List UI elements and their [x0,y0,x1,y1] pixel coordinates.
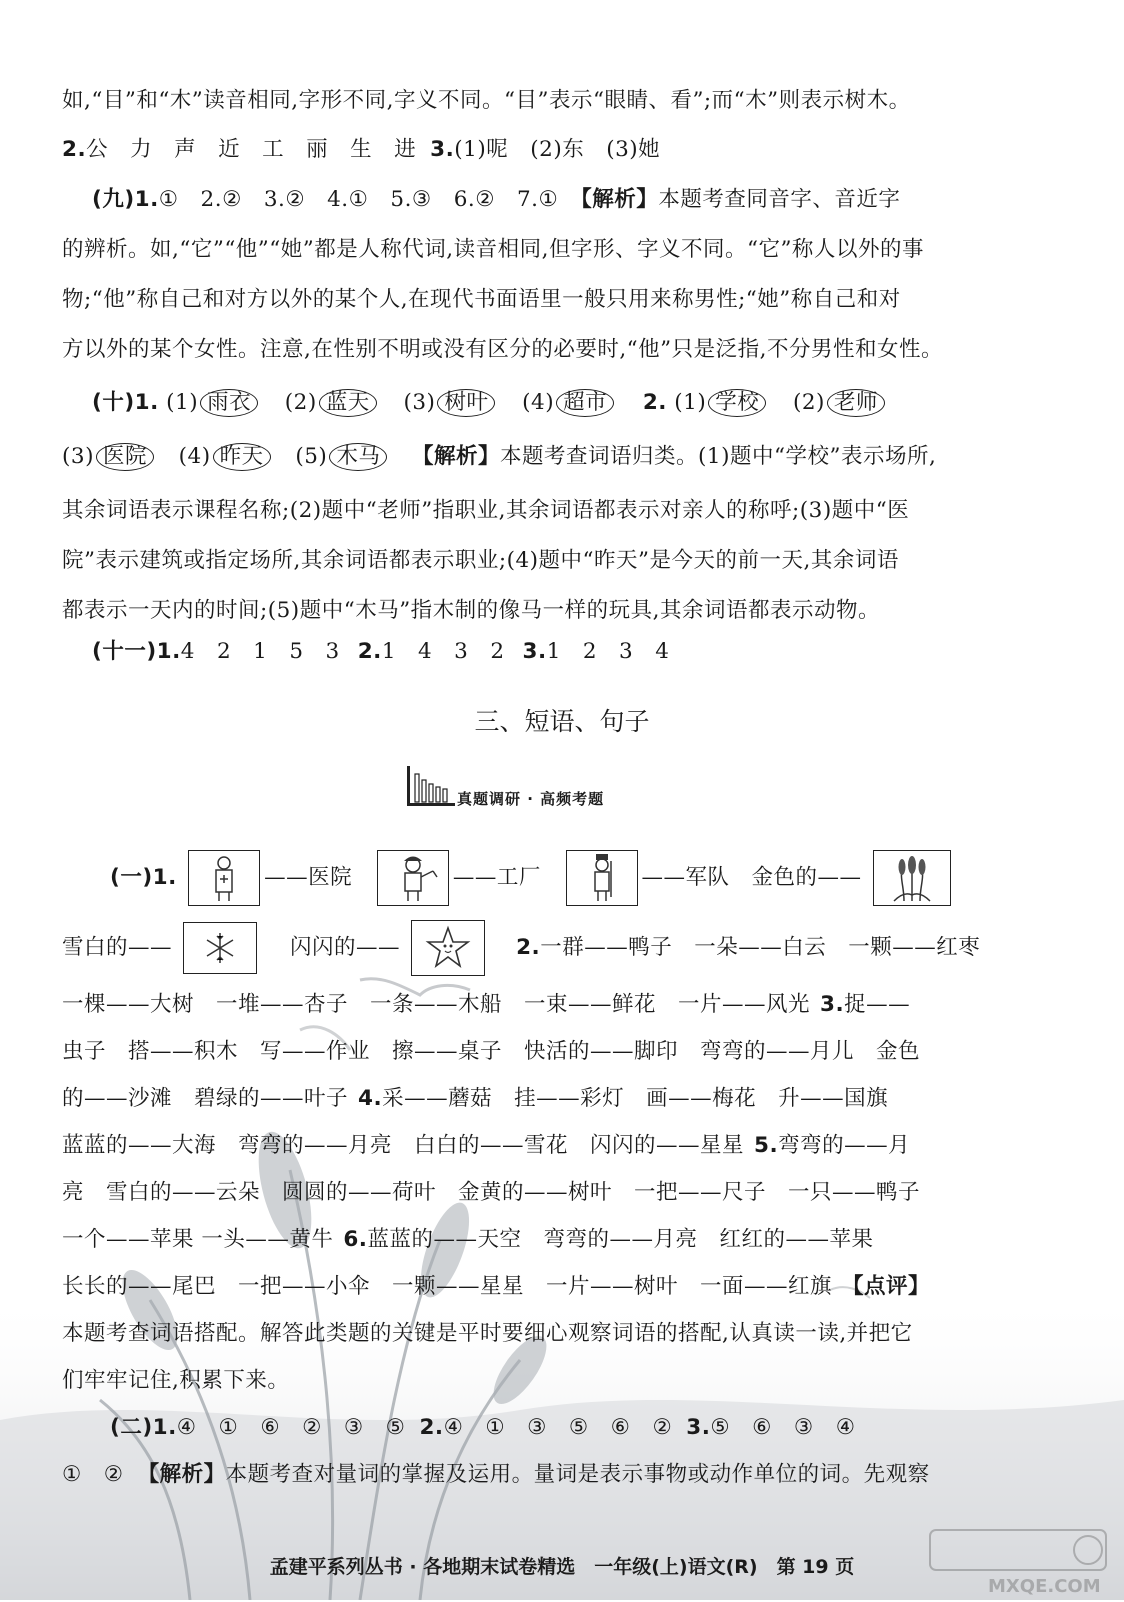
text-segment: 们牢牢记住,积累下来。 [62,1368,290,1393]
answer-text: 一个——苹果 一头——黄牛 [62,1227,334,1252]
worker-picture [377,850,449,906]
answer-text: ① 2.② 3.② 4.① 5.③ 6.② 7.① [158,187,559,212]
soldier-picture [566,850,638,906]
answer-text: 1 4 3 2 [381,639,505,664]
banner-label: 真题调研 · 高频考题 [457,790,605,808]
answer-text: ——医院 [264,865,353,890]
question-number: 3. [522,639,547,664]
text-segment: 院”表示建筑或指定场所,其余词语都表示职业;(4)题中“昨天”是今天的前一天,其余词语 [62,548,899,573]
circled-word: 学校 [708,389,766,417]
answer-line [62,86,1084,116]
circled-word: 蓝天 [319,389,377,417]
circled-word: 超市 [556,389,614,417]
section-banner [405,766,705,806]
answer-text: ④ ① ⑥ ② ③ ⑤ [176,1415,406,1440]
answer-text: 长长的——尾巴 一把——小伞 一颗——星星 一片——树叶 一面——红旗 [62,1274,833,1299]
analysis-tag: 【解析】 [412,444,501,469]
answer-text: 1 2 3 4 [546,639,670,664]
answer-text: ⑤ ⑥ ③ ④ [710,1415,856,1440]
circled-word: 木马 [329,443,387,471]
answer-line [62,1131,1084,1161]
answer-line [62,335,1084,365]
answer-line [62,1178,1084,1208]
answer-line [62,135,1084,165]
answer-text: 公 力 声 近 工 丽 生 进 [86,137,417,162]
analysis-tag: 【解析】 [137,1462,226,1487]
answer-line [62,1460,1084,1490]
item-number: (2) [284,390,317,415]
item-number: (4) [522,390,555,415]
item-number: (1) [674,390,707,415]
circled-word: 树叶 [437,389,495,417]
answer-text: 蓝蓝的——大海 弯弯的——月亮 白白的——雪花 闪闪的——星星 [62,1133,745,1158]
answer-line [110,850,1084,906]
question-number: 2. [357,639,382,664]
answer-text: ——工厂 [452,865,541,890]
page-footer: 孟建平系列丛书 · 各地期末试卷精选 一年级(上)语文(R) 第 19 页 [269,1556,855,1578]
answer-text: 一棵——大树 一堆——杏子 一条——木船 一束——鲜花 一片——风光 [62,992,811,1017]
answer-text: 亮 雪白的——云朵 圆圆的——荷叶 金黄的——树叶 一把——尺子 一只——鸭子 [62,1180,921,1205]
item-number: (4) [178,444,211,469]
answer-line [62,920,1084,976]
answer-text: 蓝蓝的——天空 弯弯的——月亮 红红的——苹果 [367,1227,874,1252]
answer-line [62,496,1084,526]
item-number: (3) [62,444,94,469]
text-segment: 本题考查词语归类。(1)题中“学校”表示场所, [500,444,937,469]
item-number: (5) [295,444,328,469]
answer-line [62,1319,1084,1349]
wheat-picture [873,850,951,906]
question-number: 2. [419,1415,444,1440]
answer-line [92,388,1084,418]
question-number: (十)1. [92,390,159,415]
text-segment: 本题考查对量词的掌握及运用。量词是表示事物或动作单位的词。先观察 [225,1462,930,1487]
question-number: 3. [430,137,455,162]
answer-line [62,1084,1084,1114]
answer-line [62,546,1084,576]
answer-line [62,1225,1084,1255]
question-number: (九)1. [92,187,159,212]
answer-line [62,1366,1084,1396]
circled-word: 医院 [96,443,154,471]
analysis-tag: 【解析】 [570,187,659,212]
answer-line [62,596,1084,626]
answer-text: 的——沙滩 碧绿的——叶子 [62,1086,349,1111]
circled-word: 昨天 [213,443,271,471]
question-number: 3. [686,1415,711,1440]
watermark-logo [928,1528,1108,1598]
answer-line [62,442,1084,472]
answer-text: 4 2 1 5 3 [180,639,340,664]
question-number: 5. [754,1133,779,1158]
answer-text: 弯弯的——月 [778,1133,911,1158]
question-number: (十一)1. [92,639,181,664]
question-number: (一)1. [110,865,177,890]
answer-line [110,1413,1084,1443]
answer-text: ——军队 金色的—— [641,865,862,890]
circled-word: 老师 [827,389,885,417]
answer-text: 虫子 搭——积木 写——作业 擦——桌子 快活的——脚印 弯弯的——月儿 金色 [62,1039,921,1064]
text-segment: 本题考查词语搭配。解答此类题的关键是平时要细心观察词语的搭配,认真读一读,并把它 [62,1321,913,1346]
answer-line [62,1272,1084,1302]
answer-line [62,990,1084,1020]
answer-text: 雪白的—— [62,935,173,960]
text-segment: 其余词语表示课程名称;(2)题中“老师”指职业,其余词语都表示对亲人的称呼;(3)题中“医 [62,498,910,523]
text-segment: 方以外的某个女性。注意,在性别不明或没有区分的必要时,“他”只是泛指,不分男性和女性。 [62,337,943,362]
section-title: 三、短语、句子 [474,707,650,736]
answer-text: 采——蘑菇 挂——彩灯 画——梅花 升——国旗 [382,1086,889,1111]
question-number: 2. [642,390,667,415]
bar-chart-icon [405,766,457,806]
item-number: (2) [792,390,825,415]
answer-text: (1)呢 (2)东 (3)她 [454,137,661,162]
answer-text: ④ ① ③ ⑤ ⑥ ② [443,1415,673,1440]
text-segment: 物;“他”称自己和对方以外的某个人,在现代书面语里一般只用来称男性;“她”称自己和对 [62,287,901,312]
answer-text: 捉—— [844,992,911,1017]
text-segment: 本题考查同音字、音近字 [658,187,901,212]
answer-text: ① ② [62,1462,124,1487]
answer-text: 一群——鸭子 一朵——白云 一颗——红枣 [540,935,981,960]
text-segment: 的辨析。如,“它”“他”“她”都是人称代词,读音相同,但字形、字义不同。“它”称人以外的事 [62,237,924,262]
answer-line [62,285,1084,315]
item-number: (1) [166,390,199,415]
text-segment: 如,“目”和“木”读音相同,字形不同,字义不同。“目”表示“眼睛、看”;而“木”则表示树木。 [62,88,911,113]
question-number: (二)1. [110,1415,177,1440]
watermark-text: MXQE.COM [988,1576,1101,1597]
text-segment: 都表示一天内的时间;(5)题中“木马”指木制的像马一样的玩具,其余词语都表示动物。 [62,598,881,623]
question-number: 2. [516,935,541,960]
doctor-picture [188,850,260,906]
answer-line [92,637,1084,667]
circled-word: 雨衣 [200,389,258,417]
snowflake-picture [183,922,257,974]
item-number: (3) [403,390,436,415]
answer-text: 闪闪的—— [290,935,401,960]
answer-line [62,1037,1084,1067]
question-number: 3. [820,992,845,1017]
answer-line [62,235,1084,265]
question-number: 4. [358,1086,383,1111]
question-number: 2. [62,137,87,162]
answer-line [92,185,1084,215]
question-number: 6. [343,1227,368,1252]
comment-tag: 【点评】 [842,1274,931,1299]
star-picture [411,920,485,976]
